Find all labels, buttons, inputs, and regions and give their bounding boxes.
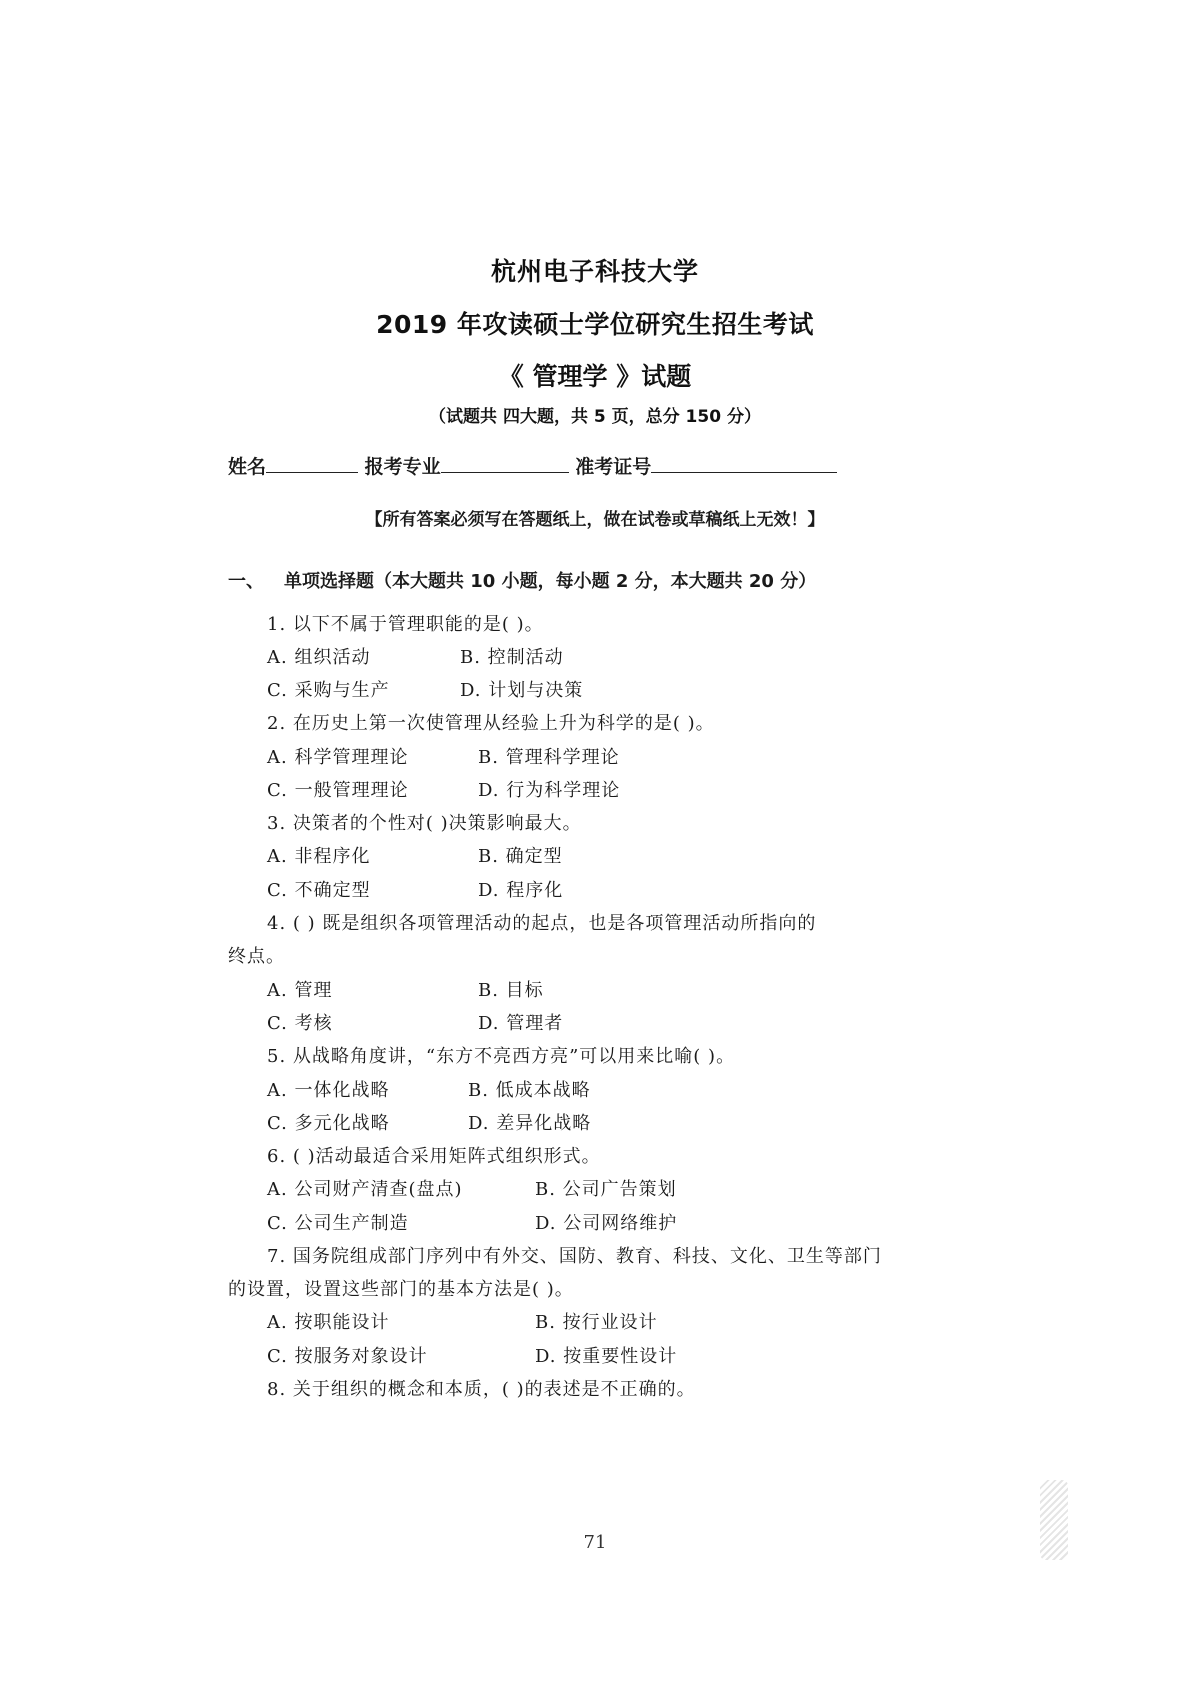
question-stem: 5. 从战略角度讲，“东方不亮西方亮”可以用来比喻( )。 bbox=[267, 1046, 736, 1067]
option-d: D. 计划与决策 bbox=[460, 680, 584, 701]
option-a: A. 按职能设计 bbox=[267, 1312, 390, 1333]
page-number: 71 bbox=[583, 1532, 607, 1553]
option-a: A. 科学管理理论 bbox=[267, 747, 409, 768]
option-b: B. 确定型 bbox=[478, 846, 563, 867]
question-stem: 8. 关于组织的概念和本质，( )的表述是不正确的。 bbox=[267, 1379, 696, 1400]
subject-title: 《 管理学 》试题 bbox=[498, 362, 692, 391]
question-stem-continued: 的设置，设置这些部门的基本方法是( )。 bbox=[228, 1279, 574, 1300]
option-b: B. 公司广告策划 bbox=[535, 1179, 677, 1200]
option-c: C. 考核 bbox=[267, 1013, 333, 1034]
question-stem: 1. 以下不属于管理职能的是( )。 bbox=[267, 614, 544, 635]
section-heading bbox=[228, 567, 816, 593]
option-b: B. 管理科学理论 bbox=[478, 747, 620, 768]
option-c: C. 不确定型 bbox=[267, 880, 371, 901]
question-stem: 6. ( )活动最适合采用矩阵式组织形式。 bbox=[267, 1146, 601, 1167]
school-name: 杭州电子科技大学 bbox=[490, 257, 699, 286]
option-d: D. 行为科学理论 bbox=[478, 780, 621, 801]
option-c: C. 一般管理理论 bbox=[267, 780, 409, 801]
option-a: A. 一体化战略 bbox=[267, 1080, 390, 1101]
option-d: D. 程序化 bbox=[478, 880, 564, 901]
option-b: B. 目标 bbox=[478, 980, 544, 1001]
candidate-fields bbox=[228, 452, 837, 479]
option-d: D. 管理者 bbox=[478, 1013, 564, 1034]
option-d: D. 差异化战略 bbox=[468, 1113, 592, 1134]
answer-notice: 【所有答案必须写在答题纸上，做在试卷或草稿纸上无效！】 bbox=[365, 510, 825, 530]
major-blank bbox=[441, 452, 569, 473]
option-c: C. 采购与生产 bbox=[267, 680, 390, 701]
option-b: B. 按行业设计 bbox=[535, 1312, 658, 1333]
option-a: A. 公司财产清查(盘点) bbox=[267, 1179, 463, 1200]
option-c: C. 公司生产制造 bbox=[267, 1213, 409, 1234]
id-blank bbox=[651, 452, 837, 473]
option-a: A. 非程序化 bbox=[267, 846, 371, 867]
option-d: D. 按重要性设计 bbox=[535, 1346, 678, 1367]
question-stem: 4. ( ) 既是组织各项管理活动的起点，也是各项管理活动所指向的 bbox=[267, 913, 817, 934]
name-label: 姓名 bbox=[228, 456, 267, 478]
exam-title: 2019 年攻读硕士学位研究生招生考试 bbox=[376, 310, 814, 339]
id-label: 准考证号 bbox=[575, 456, 652, 478]
section-title: 单项选择题（本大题共 10 小题，每小题 2 分，本大题共 20 分） bbox=[284, 571, 817, 592]
scan-smudge bbox=[1040, 1480, 1068, 1560]
option-c: C. 按服务对象设计 bbox=[267, 1346, 428, 1367]
option-c: C. 多元化战略 bbox=[267, 1113, 390, 1134]
question-stem-continued: 终点。 bbox=[228, 946, 285, 967]
option-b: B. 低成本战略 bbox=[468, 1080, 591, 1101]
question-stem: 7. 国务院组成部门序列中有外交、国防、教育、科技、文化、卫生等部门 bbox=[267, 1246, 882, 1267]
exam-info: （试题共 四大题，共 5 页，总分 150 分） bbox=[429, 407, 761, 427]
option-a: A. 组织活动 bbox=[267, 647, 371, 668]
name-blank bbox=[266, 452, 358, 473]
option-d: D. 公司网络维护 bbox=[535, 1213, 678, 1234]
major-label: 报考专业 bbox=[364, 456, 441, 478]
section-number: 一、 bbox=[228, 571, 264, 592]
option-b: B. 控制活动 bbox=[460, 647, 564, 668]
question-stem: 2. 在历史上第一次使管理从经验上升为科学的是( )。 bbox=[267, 713, 715, 734]
question-stem: 3. 决策者的个性对( )决策影响最大。 bbox=[267, 813, 582, 834]
option-a: A. 管理 bbox=[267, 980, 333, 1001]
